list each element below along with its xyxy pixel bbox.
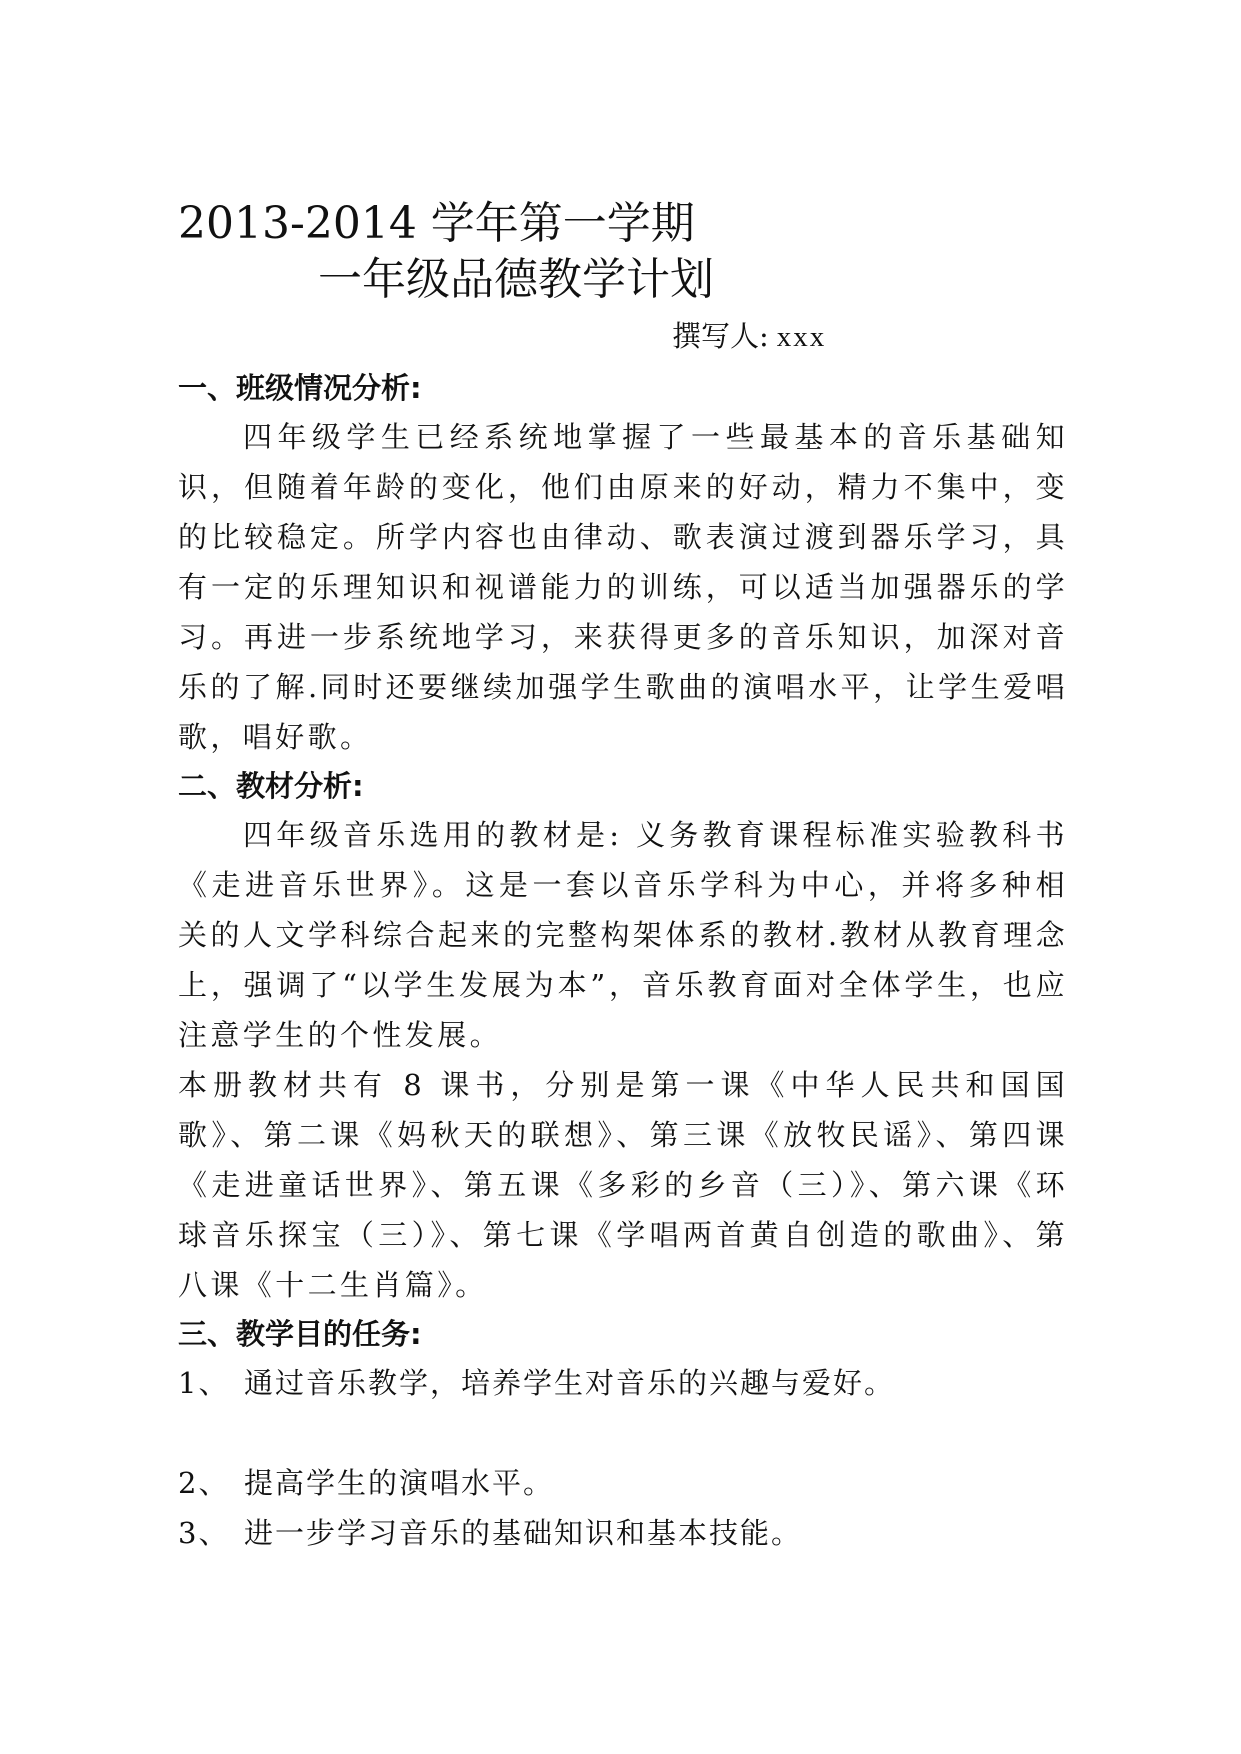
list-item-text: 通过音乐教学，培养学生对音乐的兴趣与爱好。 xyxy=(244,1366,896,1400)
section-heading-textbook-analysis: 二、教材分析: xyxy=(178,769,364,803)
section-heading-class-analysis: 一、班级情况分析: xyxy=(178,371,422,405)
document-title-line1: 2013-2014 学年第一学期 xyxy=(178,198,695,249)
list-item-text: 提高学生的演唱水平。 xyxy=(244,1466,555,1500)
list-item xyxy=(178,1508,1068,1558)
author-label: 撰写人: xyxy=(672,319,769,353)
paragraph-lesson-list: 本册教材共有 8 课书，分别是第一课《中华人民共和国国歌》、第二课《妈秋天的联想》、第三课《放牧民谣》、第四课《走进童话世界》、第五课《多彩的乡音（三）》、第六课《环球音乐探宝（三）》、第七课《学唱两首黄自创造的歌曲》、第八课《十二生肖篇》。 xyxy=(178,1068,1068,1302)
list-item xyxy=(178,1458,1068,1508)
document-title-line2: 一年级品德教学计划 xyxy=(318,254,714,305)
author-name: xxx xyxy=(776,321,827,353)
section-heading-teaching-goals: 三、教学目的任务: xyxy=(178,1317,422,1351)
author-line xyxy=(672,316,826,357)
list-item-text: 进一步学习音乐的基础知识和基本技能。 xyxy=(244,1516,803,1550)
document-body xyxy=(178,364,1068,1558)
list-item xyxy=(178,1358,1068,1408)
paragraph-textbook-analysis: 四年级音乐选用的教材是: 义务教育课程标准实验教科书《走进音乐世界》。这是一套以音乐学科为中心，并将多种相关的人文学科综合起来的完整构架体系的教材.教材从教育理念上，强调了“以学生发展为本”，音乐教育面对全体学生，也应注意学生的个性发展。 xyxy=(178,818,1068,1052)
list-item-number: 1、 xyxy=(178,1366,230,1400)
paragraph-class-analysis: 四年级学生已经系统地掌握了一些最基本的音乐基础知识，但随着年龄的变化，他们由原来的好动，精力不集中，变的比较稳定。所学内容也由律动、歌表演过渡到器乐学习，具有一定的乐理知识和视谱能力的训练，可以适当加强器乐的学习。再进一步系统地学习，来获得更多的音乐知识，加深对音乐的了解.同时还要继续加强学生歌曲的演唱水平，让学生爱唱歌，唱好歌。 xyxy=(178,420,1068,754)
list-item-number: 2、 xyxy=(178,1466,230,1500)
list-item-number: 3、 xyxy=(178,1516,230,1550)
